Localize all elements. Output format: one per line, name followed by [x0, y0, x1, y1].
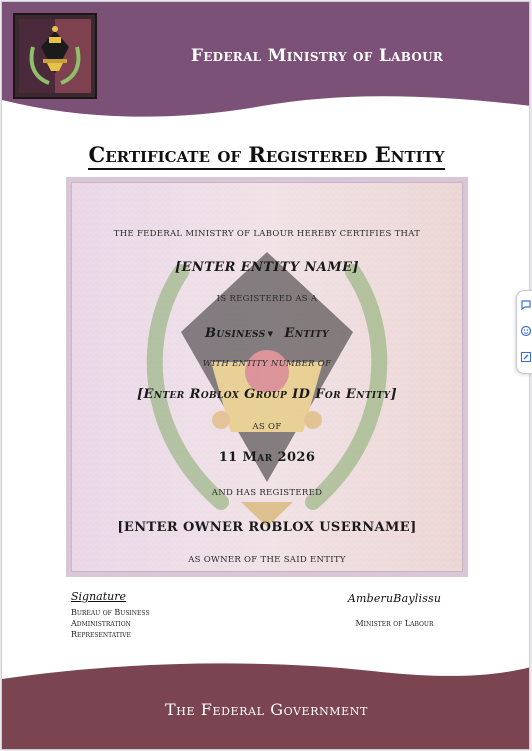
entity-suffix: Entity — [284, 326, 329, 341]
side-toolbar — [516, 290, 532, 374]
watermark-emblem — [71, 182, 463, 572]
ministry-name: Federal Ministry of Labour — [190, 46, 444, 66]
owner-field[interactable]: [ENTER OWNER ROBLOX USERNAME] — [117, 520, 417, 535]
edit-icon[interactable] — [520, 351, 532, 363]
left-role-line: Administration — [71, 619, 131, 628]
intro-text: THE FEDERAL MINISTRY OF LABOUR HEREBY CERTIFIES THAT — [113, 229, 421, 239]
emoji-icon[interactable] — [520, 325, 532, 337]
left-signature-block — [71, 590, 150, 640]
registered-as-text: IS REGISTERED AS A — [216, 294, 318, 304]
certificate-page — [1, 1, 530, 750]
chevron-down-icon: ▼ — [267, 329, 274, 338]
left-role-line: Representative — [71, 630, 131, 639]
footer-text: The Federal Government — [165, 700, 368, 719]
group-id-field[interactable]: [Enter Roblox Group ID For Entity] — [136, 387, 398, 402]
as-of-text: AS OF — [252, 422, 282, 432]
certificate-title — [2, 142, 530, 167]
right-signature: AmberuBaylissu — [347, 592, 442, 605]
entity-name-field[interactable]: [ENTER ENTITY NAME] — [175, 260, 359, 275]
entity-type-select[interactable] — [205, 326, 279, 341]
coat-of-arms-icon — [19, 19, 91, 93]
entity-type-row — [71, 326, 463, 341]
left-signature: Signature — [71, 590, 127, 603]
with-number-text: WITH ENTITY NUMBER OF — [202, 359, 332, 369]
owner-of-text: AS OWNER OF THE SAID ENTITY — [188, 555, 346, 565]
date-field[interactable]: 11 Mar 2026 — [218, 450, 316, 465]
left-role-line: Bureau of Business — [71, 608, 150, 617]
entity-type-value: Business — [205, 326, 266, 341]
right-role: Minister of Labour — [355, 619, 434, 628]
has-registered-text: AND HAS REGISTERED — [211, 488, 323, 498]
right-signature-block — [337, 592, 452, 628]
left-role — [71, 607, 150, 640]
comment-icon[interactable] — [520, 299, 532, 311]
emblem-frame — [13, 13, 97, 99]
certificate-title-text: Certificate of Registered Entity — [88, 142, 444, 170]
certificate-panel — [66, 177, 468, 577]
